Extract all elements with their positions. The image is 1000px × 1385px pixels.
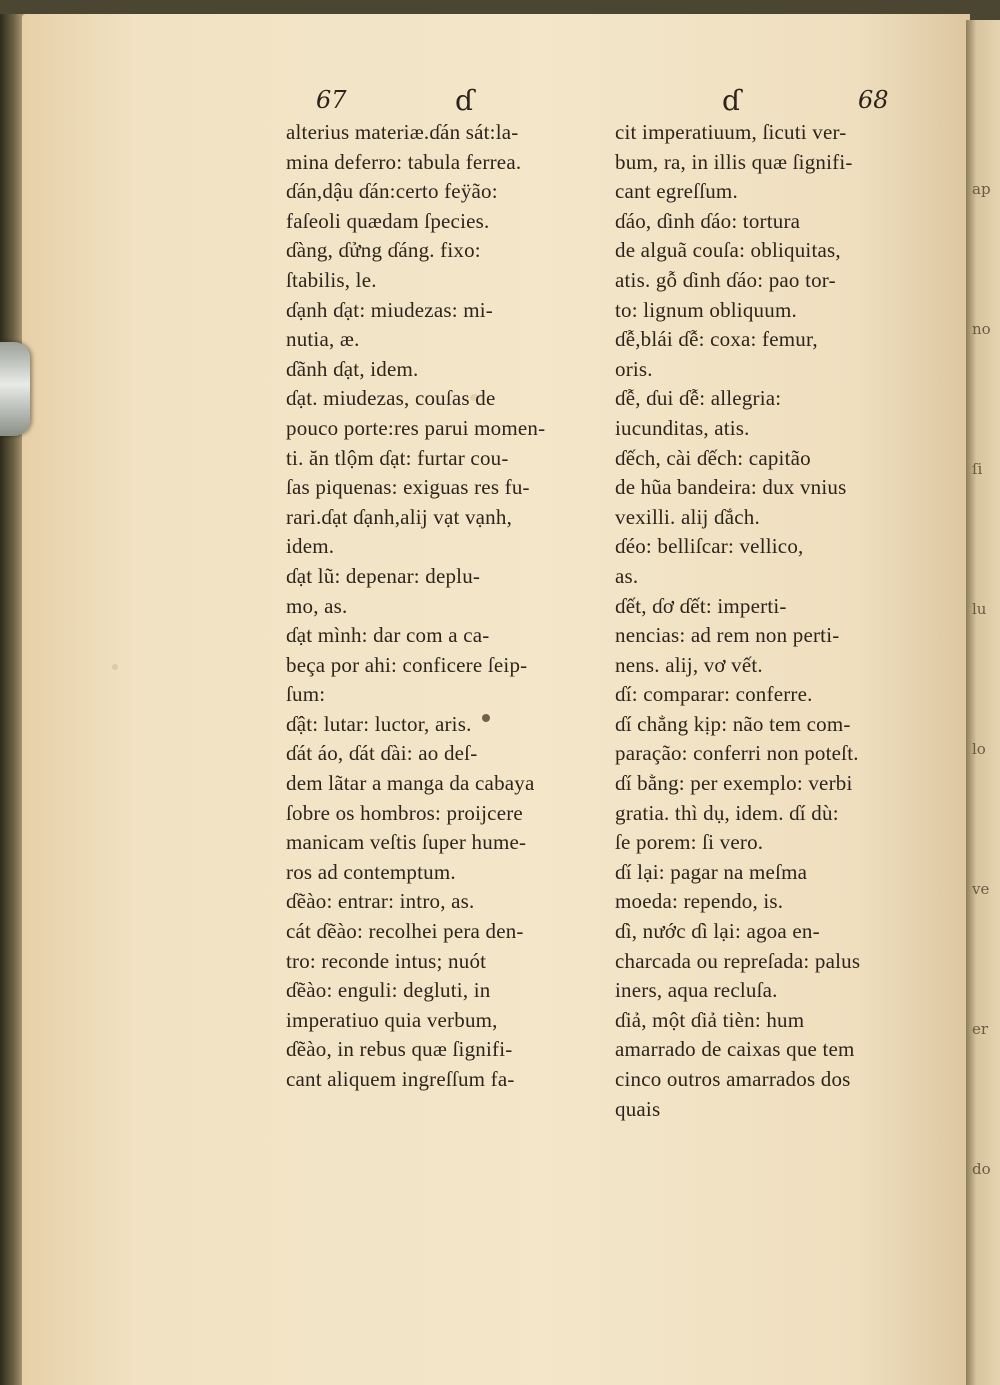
dictionary-column-left: [286, 118, 606, 1095]
dictionary-line: as.: [615, 563, 639, 588]
dictionary-line: de hũa bandeira: dux vnius: [615, 475, 847, 500]
dictionary-line: iucunditas, atis.: [615, 415, 750, 440]
dictionary-line: mina deferro: tabula ferrea.: [286, 149, 522, 174]
dictionary-line: quais: [615, 1096, 661, 1121]
dictionary-line: ɗếch, cài ɗếch: capitão: [615, 445, 811, 470]
dictionary-line: ɗiả, một ɗiả tièn: hum: [615, 1007, 805, 1032]
dictionary-line: dem lãtar a manga da cabaya: [286, 771, 535, 796]
dictionary-line: ſtabilis, le.: [286, 267, 377, 292]
dictionary-line: ɗáo, ɗinh ɗáo: tortura: [615, 208, 801, 233]
next-page-fragment: ve: [972, 880, 990, 898]
dictionary-line: ɗết, ɗơ ɗết: imperti-: [615, 593, 787, 618]
dictionary-line: mo, as.: [286, 593, 348, 618]
next-page-fragment: lo: [972, 740, 986, 758]
dictionary-line: amarrado de caixas que tem: [615, 1037, 855, 1062]
dictionary-line: cant aliquem ingreſſum fa-: [286, 1067, 515, 1091]
dictionary-line: cát ɗẽào: recolhei pera den-: [286, 919, 524, 944]
next-page-fragment: ap: [972, 180, 991, 198]
next-page-edge: [966, 20, 1000, 1385]
dictionary-line: nutia, æ.: [286, 327, 360, 352]
dictionary-line: iners, aqua recluſa.: [615, 978, 778, 1003]
dictionary-line: de alguã couſa: obliquitas,: [615, 238, 841, 263]
dictionary-line: ɗẽào: enguli: degluti, in: [286, 978, 491, 1003]
dictionary-line: gratia. thì dụ, idem. ɗí dù:: [615, 800, 839, 825]
dictionary-line: rari.ɗạt ɗạnh,alij vạt vạnh,: [286, 504, 513, 529]
dictionary-line: cant egreſſum.: [615, 179, 738, 204]
dictionary-line: ſas piquenas: exiguas res fu-: [286, 475, 530, 500]
running-head-right: ɗ: [722, 84, 742, 117]
dictionary-line: ɗát áo, ɗát ɗài: ao deſ-: [286, 741, 478, 766]
dictionary-line: ɗễ,blái ɗễ: coxa: femur,: [615, 327, 818, 352]
dictionary-line: ɗạt. miudezas, couſas de: [286, 386, 496, 411]
dictionary-line: manicam veſtis ſuper hume-: [286, 830, 527, 855]
dictionary-line: ɗãnh ɗạt, idem.: [286, 356, 419, 381]
dictionary-line: ɗì, nước ɗì lại: agoa en-: [615, 919, 820, 944]
dictionary-line: cit imperatiuum, ſicuti ver-: [615, 120, 847, 144]
dictionary-line: nens. alij, vơ vết.: [615, 652, 763, 677]
dictionary-line: ſobre os hombros: proijcere: [286, 800, 523, 825]
dictionary-line: beça por ahi: conficere ſeip-: [286, 652, 528, 677]
dictionary-column-right: [615, 118, 933, 1124]
page-number-right: 68: [858, 86, 889, 114]
dictionary-line: oris.: [615, 356, 653, 381]
dictionary-line: tro: reconde intus; nuót: [286, 948, 487, 973]
dictionary-line: ſe porem: ſi vero.: [615, 830, 764, 855]
next-page-fragment: er: [972, 1020, 989, 1038]
dictionary-line: ſum:: [286, 682, 326, 707]
dictionary-line: ɗật: lutar: luctor, aris.: [286, 711, 472, 736]
dictionary-line: charcada ou repreſada: palus: [615, 948, 861, 973]
dictionary-line: alterius materiæ.ɗán sát:la-: [286, 120, 519, 144]
dictionary-line: vexilli. alij ɗắch.: [615, 504, 760, 529]
page-number-left: 67: [316, 86, 347, 114]
dictionary-line: ɗễ, ɗui ɗễ: allegria:: [615, 386, 782, 411]
dictionary-line: ɗạt mình: dar com a ca-: [286, 623, 490, 648]
dictionary-line: ɗán,dậu ɗán:certo feÿão:: [286, 179, 498, 204]
dictionary-line: ɗàng, ɗửng ɗáng. fixo:: [286, 238, 481, 263]
dictionary-line: cinco outros amarrados dos: [615, 1067, 851, 1091]
dictionary-line: nencias: ad rem non perti-: [615, 623, 840, 648]
dictionary-line: ɗạt lũ: depenar: deplu-: [286, 563, 481, 588]
dictionary-line: ɗẽào, in rebus quæ ſignifi-: [286, 1037, 513, 1062]
dictionary-line: pouco porte:res parui momen-: [286, 415, 546, 440]
dictionary-line: ɗạnh ɗạt: miudezas: mi-: [286, 297, 493, 322]
dictionary-line: atis. gỗ ɗinh ɗáo: pao tor-: [615, 267, 836, 292]
dictionary-line: ros ad contemptum.: [286, 859, 456, 884]
next-page-fragment: lu: [972, 600, 987, 618]
next-page-fragment: ſi: [972, 460, 983, 478]
page-clip: [0, 342, 30, 436]
dictionary-line: idem.: [286, 534, 335, 559]
dictionary-line: paração: conferri non poteſt.: [615, 741, 859, 766]
dictionary-line: ɗẽào: entrar: intro, as.: [286, 889, 475, 914]
dictionary-line: ɗí chẳng kịp: não tem com-: [615, 711, 851, 736]
dictionary-line: to: lignum obliquum.: [615, 297, 797, 322]
dictionary-line: bum, ra, in illis quæ ſignifi-: [615, 149, 853, 174]
dictionary-line: ti. ăn tlộm ɗạt: furtar cou-: [286, 445, 509, 470]
dictionary-line: ɗí bằng: per exemplo: verbi: [615, 771, 853, 796]
dictionary-line: faſeoli quædam ſpecies.: [286, 208, 490, 233]
dictionary-line: imperatiuo quia verbum,: [286, 1007, 498, 1032]
next-page-fragment: no: [972, 320, 991, 338]
dictionary-line: ɗí: comparar: conferre.: [615, 682, 813, 707]
running-head-left: ɗ: [455, 84, 475, 117]
dictionary-line: ɗí lại: pagar na meſma: [615, 859, 808, 884]
foxing-spot: [112, 664, 118, 670]
next-page-fragment: do: [972, 1160, 991, 1178]
dictionary-line: moeda: rependo, is.: [615, 889, 784, 914]
dictionary-line: ɗéo: belliſcar: vellico,: [615, 534, 804, 559]
